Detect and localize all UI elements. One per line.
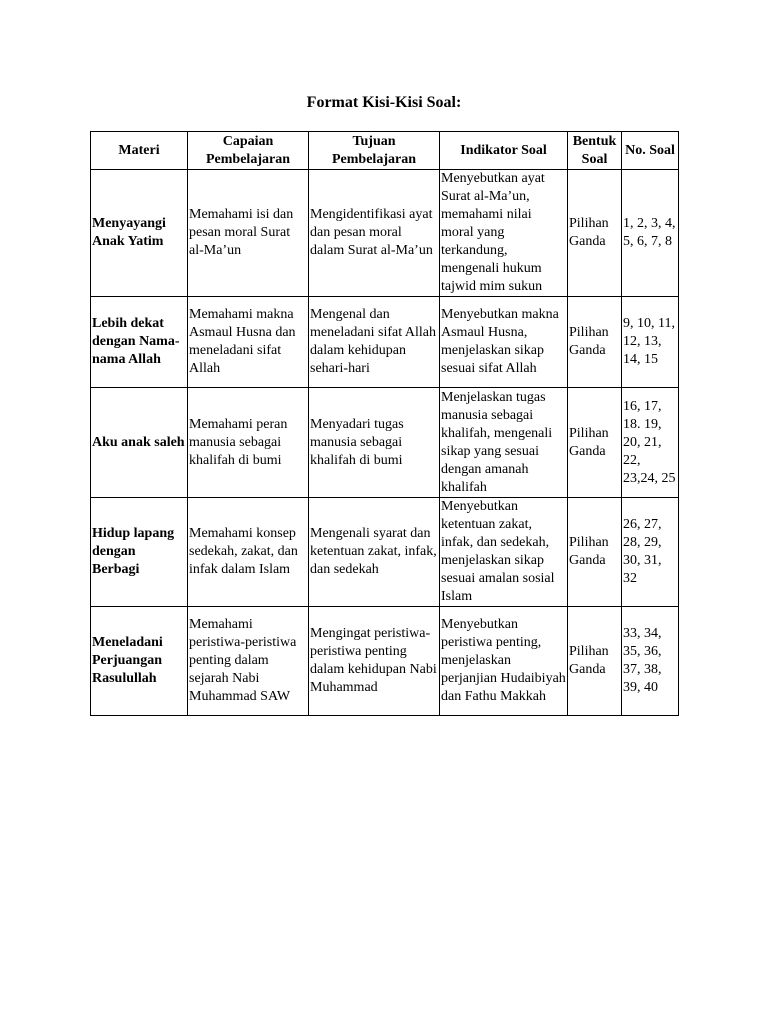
kisi-kisi-table	[90, 131, 679, 716]
cell-bentuk: Pilihan Ganda	[568, 607, 622, 716]
table-row	[91, 297, 679, 388]
cell-nomor: 26, 27, 28, 29, 30, 31, 32	[622, 498, 679, 607]
cell-nomor: 16, 17, 18. 19, 20, 21, 22, 23,24, 25	[622, 388, 679, 498]
table-row	[91, 388, 679, 498]
header-capaian-pembelajaran: Capaian Pembelajaran	[188, 132, 309, 170]
cell-tujuan: Mengenali syarat dan ketentuan zakat, infak, dan sedekah	[309, 498, 440, 607]
table-row	[91, 607, 679, 716]
cell-nomor: 9, 10, 11, 12, 13, 14, 15	[622, 297, 679, 388]
cell-tujuan: Menyadari tugas manusia sebagai khalifah di bumi	[309, 388, 440, 498]
header-bentuk-soal: Bentuk Soal	[568, 132, 622, 170]
cell-tujuan: Mengenal dan meneladani sifat Allah dalam kehidupan sehari-hari	[309, 297, 440, 388]
cell-materi: Menyayangi Anak Yatim	[91, 170, 188, 297]
cell-indikator: Menyebutkan ketentuan zakat, infak, dan sedekah, menjelaskan sikap sesuai amalan sosial Islam	[440, 498, 568, 607]
cell-nomor: 33, 34, 35, 36, 37, 38, 39, 40	[622, 607, 679, 716]
cell-indikator: Menyebutkan makna Asmaul Husna, menjelaskan sikap sesuai sifat Allah	[440, 297, 568, 388]
header-indikator-soal: Indikator Soal	[440, 132, 568, 170]
cell-bentuk: Pilihan Ganda	[568, 388, 622, 498]
header-nomor-soal: No. Soal	[622, 132, 679, 170]
cell-capaian: Memahami makna Asmaul Husna dan meneladani sifat Allah	[188, 297, 309, 388]
cell-materi: Lebih dekat dengan Nama-nama Allah	[91, 297, 188, 388]
cell-materi: Meneladani Perjuangan Rasulullah	[91, 607, 188, 716]
table-header-row	[91, 132, 679, 170]
page-title: Format Kisi-Kisi Soal:	[306, 94, 462, 111]
cell-nomor: 1, 2, 3, 4, 5, 6, 7, 8	[622, 170, 679, 297]
table-row	[91, 498, 679, 607]
cell-indikator: Menyebutkan ayat Surat al-Ma’un, memahami nilai moral yang terkandung, mengenali hukum tajwid mim sukun	[440, 170, 568, 297]
cell-indikator: Menyebutkan peristiwa penting, menjelaskan perjanjian Hudaibiyah dan Fathu Makkah	[440, 607, 568, 716]
cell-capaian: Memahami peristiwa-peristiwa penting dalam sejarah Nabi Muhammad SAW	[188, 607, 309, 716]
table-row	[91, 170, 679, 297]
cell-bentuk: Pilihan Ganda	[568, 170, 622, 297]
cell-capaian: Memahami konsep sedekah, zakat, dan infak dalam Islam	[188, 498, 309, 607]
cell-tujuan: Mengingat peristiwa-peristiwa penting dalam kehidupan Nabi Muhammad	[309, 607, 440, 716]
cell-bentuk: Pilihan Ganda	[568, 498, 622, 607]
cell-capaian: Memahami peran manusia sebagai khalifah di bumi	[188, 388, 309, 498]
cell-capaian: Memahami isi dan pesan moral Surat al-Ma’un	[188, 170, 309, 297]
cell-bentuk: Pilihan Ganda	[568, 297, 622, 388]
header-materi: Materi	[91, 132, 188, 170]
cell-indikator: Menjelaskan tugas manusia sebagai khalifah, mengenali sikap yang sesuai dengan amanah khalifah	[440, 388, 568, 498]
cell-materi: Aku anak saleh	[91, 388, 188, 498]
header-tujuan-pembelajaran: Tujuan Pembelajaran	[309, 132, 440, 170]
cell-materi: Hidup lapang dengan Berbagi	[91, 498, 188, 607]
cell-tujuan: Mengidentifikasi ayat dan pesan moral dalam Surat al-Ma’un	[309, 170, 440, 297]
